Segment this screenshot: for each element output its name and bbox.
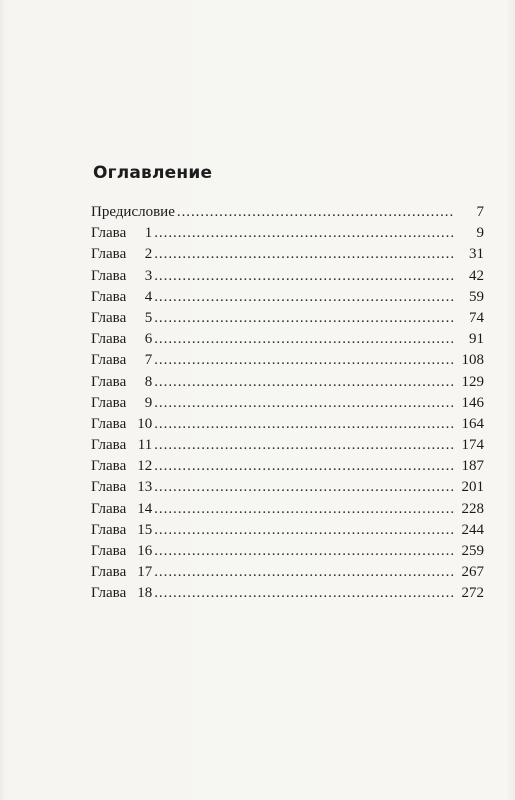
dot-leader <box>154 246 454 263</box>
toc-entry-label: Глава <box>91 225 127 242</box>
toc-page-number: 272 <box>461 585 484 602</box>
toc-chapter-number: 15 <box>137 521 153 538</box>
toc-page-number: 187 <box>461 458 484 475</box>
toc-entry-label: Глава <box>91 564 127 581</box>
toc-chapter-number: 18 <box>137 585 153 602</box>
toc-entry-label: Глава <box>91 309 127 326</box>
toc-entry-chapter-6[interactable] <box>91 331 484 352</box>
page-title: Оглавление <box>93 163 213 183</box>
dot-leader <box>154 352 454 369</box>
toc-chapter-number: 8 <box>144 373 153 390</box>
dot-leader <box>154 310 454 327</box>
toc-entry-chapter-7[interactable] <box>91 352 484 373</box>
toc-entry-chapter-17[interactable] <box>91 564 484 585</box>
toc-entry-chapter-11[interactable] <box>91 437 484 458</box>
dot-leader <box>154 225 454 242</box>
toc-page-number: 31 <box>469 246 484 263</box>
table-of-contents <box>91 204 484 607</box>
toc-page-number: 59 <box>469 288 484 305</box>
toc-page-number: 42 <box>469 267 484 284</box>
toc-entry-label: Глава <box>91 585 127 602</box>
toc-chapter-number: 11 <box>137 437 153 454</box>
toc-entry-chapter-18[interactable] <box>91 585 484 606</box>
toc-page-number: 146 <box>461 394 484 411</box>
toc-entry-label: Глава <box>91 458 127 475</box>
dot-leader <box>154 395 454 412</box>
dot-leader <box>154 564 454 581</box>
toc-entry-label: Глава <box>91 521 127 538</box>
toc-page-number: 267 <box>461 564 484 581</box>
toc-entry-chapter-10[interactable] <box>91 416 484 437</box>
toc-page-number: 259 <box>461 543 484 559</box>
toc-entry-preface[interactable] <box>91 204 484 225</box>
toc-page-number: 129 <box>461 373 484 390</box>
toc-entry-label: Глава <box>91 415 127 432</box>
toc-page-number: 244 <box>461 521 484 538</box>
toc-entry-label: Предисловие <box>91 204 175 220</box>
toc-chapter-number: 2 <box>144 246 153 263</box>
toc-page-number: 174 <box>461 437 484 454</box>
dot-leader <box>154 458 454 475</box>
toc-entry-chapter-12[interactable] <box>91 458 484 479</box>
toc-chapter-number: 12 <box>137 458 153 475</box>
toc-entry-chapter-5[interactable] <box>91 310 484 331</box>
toc-entry-chapter-9[interactable] <box>91 395 484 416</box>
toc-page-number: 74 <box>469 309 484 326</box>
toc-entry-label: Глава <box>91 437 127 454</box>
dot-leader <box>154 268 454 285</box>
toc-entry-label: Глава <box>91 288 127 305</box>
toc-entry-chapter-3[interactable] <box>91 268 484 289</box>
toc-entry-chapter-15[interactable] <box>91 522 484 543</box>
toc-entry-label: Глава <box>91 246 127 263</box>
dot-leader <box>154 501 454 518</box>
toc-chapter-number: 9 <box>144 394 153 411</box>
toc-entry-label: Глава <box>91 331 127 348</box>
toc-entry-label: Глава <box>91 479 127 496</box>
dot-leader <box>154 543 454 560</box>
dot-leader <box>154 522 454 539</box>
toc-entry-chapter-2[interactable] <box>91 246 484 267</box>
toc-chapter-number: 17 <box>137 564 153 581</box>
dot-leader <box>154 331 454 348</box>
toc-entry-chapter-4[interactable] <box>91 289 484 310</box>
toc-entry-label: Глава <box>91 543 127 559</box>
toc-page-number: 9 <box>476 225 484 242</box>
toc-chapter-number: 5 <box>144 309 153 326</box>
dot-leader <box>154 374 454 391</box>
dot-leader <box>154 585 454 602</box>
toc-chapter-number: 16 <box>137 543 153 559</box>
toc-entry-chapter-14[interactable] <box>91 501 484 522</box>
toc-chapter-number: 7 <box>144 352 153 369</box>
toc-chapter-number: 13 <box>137 479 153 496</box>
toc-chapter-number: 14 <box>137 500 153 517</box>
toc-entry-chapter-8[interactable] <box>91 374 484 395</box>
toc-page-number: 108 <box>461 352 484 369</box>
toc-page-number: 7 <box>476 204 484 220</box>
toc-chapter-number: 6 <box>144 331 153 348</box>
toc-page-number: 201 <box>461 479 484 496</box>
toc-entry-label: Глава <box>91 352 127 369</box>
toc-page-number: 164 <box>461 415 484 432</box>
dot-leader <box>154 479 454 496</box>
toc-chapter-number: 4 <box>144 288 153 305</box>
dot-leader <box>177 204 454 221</box>
toc-chapter-number: 3 <box>144 267 153 284</box>
toc-entry-label: Глава <box>91 267 127 284</box>
toc-entry-label: Глава <box>91 373 127 390</box>
toc-entry-chapter-1[interactable] <box>91 225 484 246</box>
dot-leader <box>154 437 454 454</box>
toc-chapter-number: 1 <box>144 225 153 242</box>
toc-entry-label: Глава <box>91 500 127 517</box>
dot-leader <box>154 416 454 433</box>
toc-page-number: 228 <box>461 500 484 517</box>
toc-page-number: 91 <box>469 331 484 348</box>
toc-entry-chapter-13[interactable] <box>91 479 484 500</box>
dot-leader <box>154 289 454 306</box>
toc-entry-chapter-16[interactable] <box>91 543 484 564</box>
toc-entry-label: Глава <box>91 394 127 411</box>
toc-chapter-number: 10 <box>137 415 153 432</box>
